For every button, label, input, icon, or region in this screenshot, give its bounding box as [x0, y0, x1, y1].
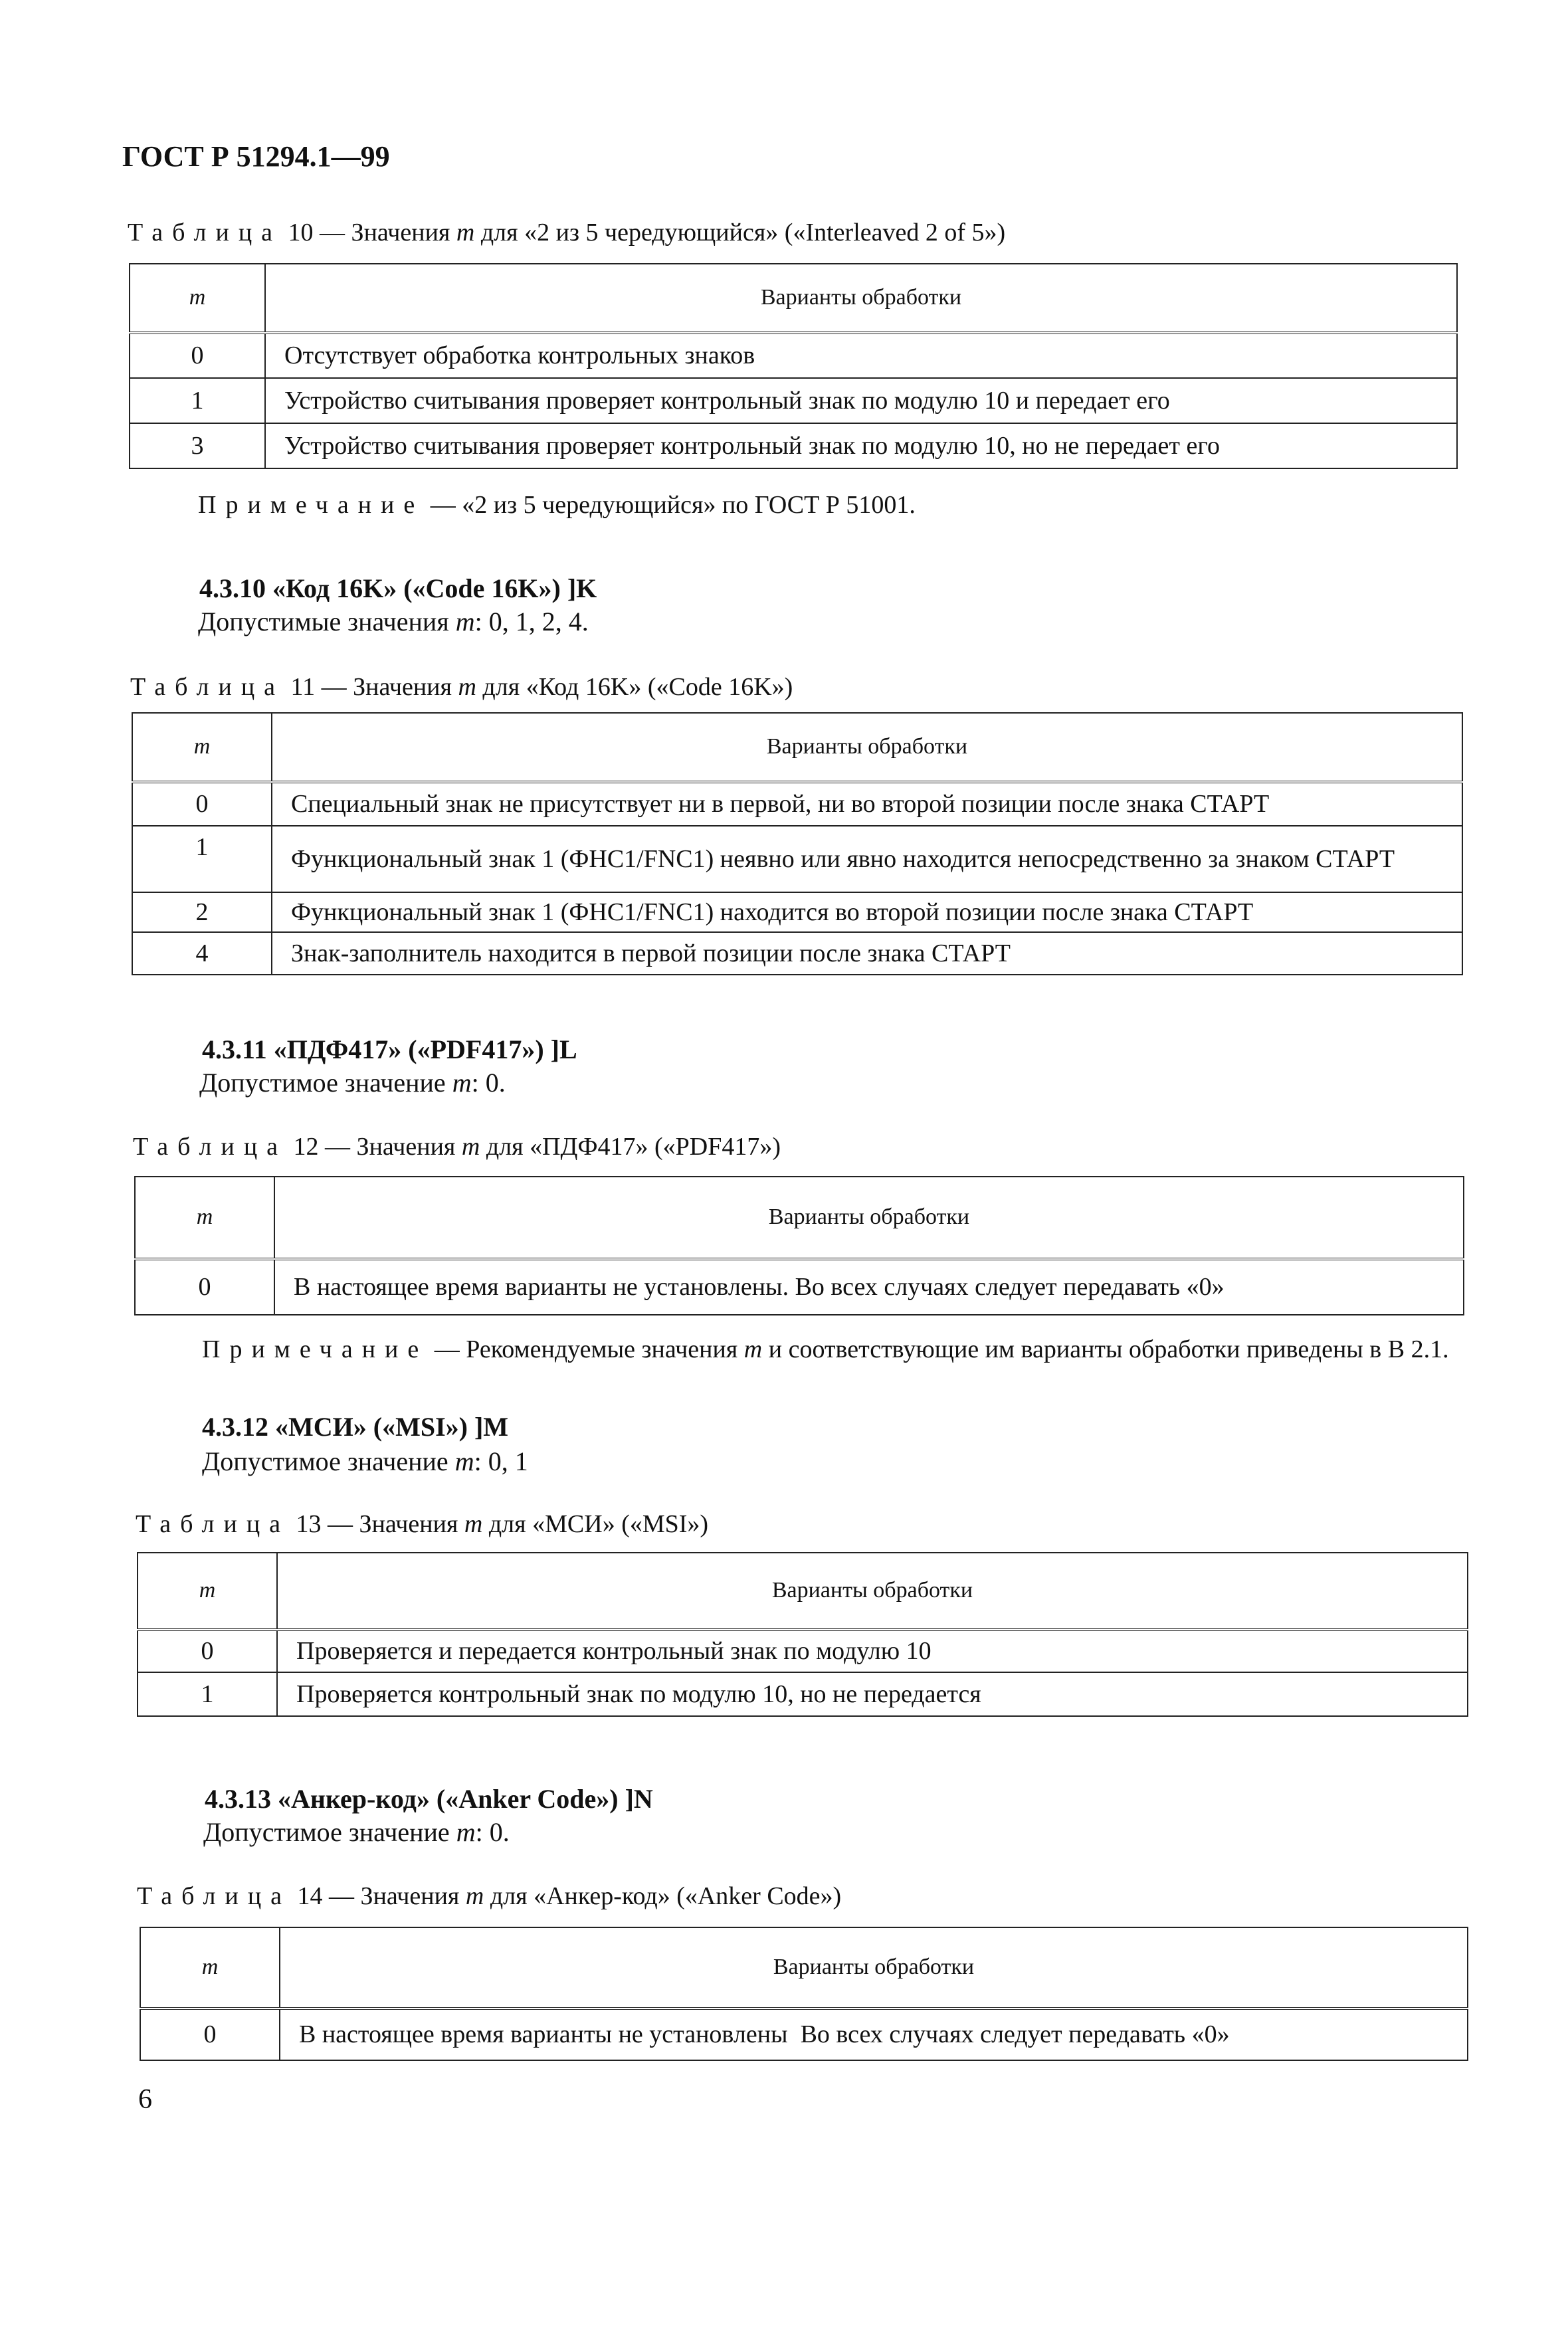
cell-text: Проверяется контрольный знак по модулю 10, но не передается — [277, 1672, 1468, 1716]
caption-text: 13 — Значения m для «МСИ» («MSI») — [296, 1510, 709, 1538]
cell-m: 4 — [132, 932, 272, 975]
cell-text: В настоящее время варианты не установлены Во всех случаях следует передавать «0» — [280, 2008, 1468, 2060]
section-heading: 4.3.11 «ПДФ417» («PDF417») ]L — [202, 1034, 577, 1064]
page-number: 6 — [138, 2084, 152, 2115]
section-subtext: Допустимое значение m: 0. — [203, 1817, 510, 1847]
caption-text: 14 — Значения m для «Анкер-код» («Anker Code») — [297, 1882, 842, 1910]
column-variants-header: Варианты обработки — [265, 264, 1457, 333]
table-14 — [140, 1927, 1468, 2061]
section-subtext: Допустимое значение m: 0. — [199, 1068, 506, 1098]
cell-m: 3 — [130, 423, 265, 468]
column-m-header: m — [132, 713, 272, 782]
column-variants-header: Варианты обработки — [280, 1927, 1468, 2008]
caption-label: Таблица — [133, 1133, 288, 1161]
column-m-header: m — [138, 1553, 277, 1630]
cell-text: Устройство считывания проверяет контрольный знак по модулю 10, но не передает его — [265, 423, 1457, 468]
table-10 — [129, 263, 1458, 469]
table-row — [138, 1630, 1468, 1672]
cell-m: 2 — [132, 892, 272, 932]
table-12-note: Примечание — Рекомендуемые значения m и соответствующие им варианты обработки приведены в В 2.1. — [202, 1335, 1449, 1363]
table-13 — [137, 1552, 1468, 1717]
cell-text: Знак-заполнитель находится в первой позиции после знака СТАРТ — [272, 932, 1462, 975]
caption-text: 10 — Значения m для «2 из 5 чередующийся» («Interleaved 2 of 5») — [288, 219, 1006, 246]
cell-m: 1 — [138, 1672, 277, 1716]
table-10-note: Примечание — «2 из 5 чередующийся» по ГОСТ Р 51001. — [198, 491, 916, 519]
section-subtext: Допустимое значение m: 0, 1 — [202, 1446, 528, 1476]
table-row — [140, 2008, 1468, 2060]
caption-label: Таблица — [128, 219, 282, 246]
table-12 — [134, 1176, 1464, 1315]
column-variants-header: Варианты обработки — [272, 713, 1462, 782]
section-heading: 4.3.12 «МСИ» («MSI») ]M — [202, 1412, 509, 1442]
cell-text: Функциональный знак 1 (ФНС1/FNC1) неявно или явно находится непосредственно за знаком СТАРТ — [272, 826, 1462, 892]
table-row — [132, 782, 1462, 826]
table-14-caption — [137, 1882, 841, 1911]
cell-m: 0 — [135, 1259, 274, 1315]
cell-m: 1 — [130, 378, 265, 423]
cell-text: Устройство считывания проверяет контрольный знак по модулю 10 и передает его — [265, 378, 1457, 423]
caption-text: 12 — Значения m для «ПДФ417» («PDF417») — [293, 1133, 781, 1161]
section-subtext: Допустимые значения m: 0, 1, 2, 4. — [198, 607, 589, 636]
table-row — [135, 1259, 1464, 1315]
table-11 — [132, 712, 1463, 975]
cell-text: Проверяется и передается контрольный знак по модулю 10 — [277, 1630, 1468, 1672]
cell-text: В настоящее время варианты не установлены. Во всех случаях следует передавать «0» — [274, 1259, 1464, 1315]
cell-m: 1 — [132, 826, 272, 892]
cell-text: Специальный знак не присутствует ни в первой, ни во второй позиции после знака СТАРТ — [272, 782, 1462, 826]
column-m-header: m — [135, 1177, 274, 1259]
table-11-caption — [130, 672, 793, 702]
cell-m: 0 — [140, 2008, 280, 2060]
caption-label: Таблица — [130, 673, 285, 701]
cell-text: Отсутствует обработка контрольных знаков — [265, 333, 1457, 378]
table-row — [132, 892, 1462, 932]
caption-label: Таблица — [136, 1510, 290, 1538]
cell-m: 0 — [130, 333, 265, 378]
table-row — [132, 932, 1462, 975]
table-row — [130, 378, 1457, 423]
cell-text: Функциональный знак 1 (ФНС1/FNC1) находится во второй позиции после знака СТАРТ — [272, 892, 1462, 932]
document-header: ГОСТ Р 51294.1—99 — [122, 140, 390, 173]
table-row — [138, 1672, 1468, 1716]
table-row — [130, 423, 1457, 468]
caption-label: Таблица — [137, 1882, 292, 1910]
cell-m: 0 — [132, 782, 272, 826]
column-variants-header: Варианты обработки — [274, 1177, 1464, 1259]
column-m-header: m — [130, 264, 265, 333]
table-row — [130, 333, 1457, 378]
column-m-header: m — [140, 1927, 280, 2008]
section-heading: 4.3.10 «Код 16K» («Code 16K») ]K — [199, 573, 597, 603]
table-row — [132, 826, 1462, 892]
section-heading: 4.3.13 «Анкер-код» («Anker Code») ]N — [205, 1784, 653, 1814]
table-10-caption — [128, 218, 1005, 247]
table-12-caption — [133, 1132, 781, 1161]
caption-text: 11 — Значения m для «Код 16K» («Code 16K») — [290, 673, 793, 701]
table-13-caption — [136, 1509, 708, 1539]
cell-m: 0 — [138, 1630, 277, 1672]
column-variants-header: Варианты обработки — [277, 1553, 1468, 1630]
